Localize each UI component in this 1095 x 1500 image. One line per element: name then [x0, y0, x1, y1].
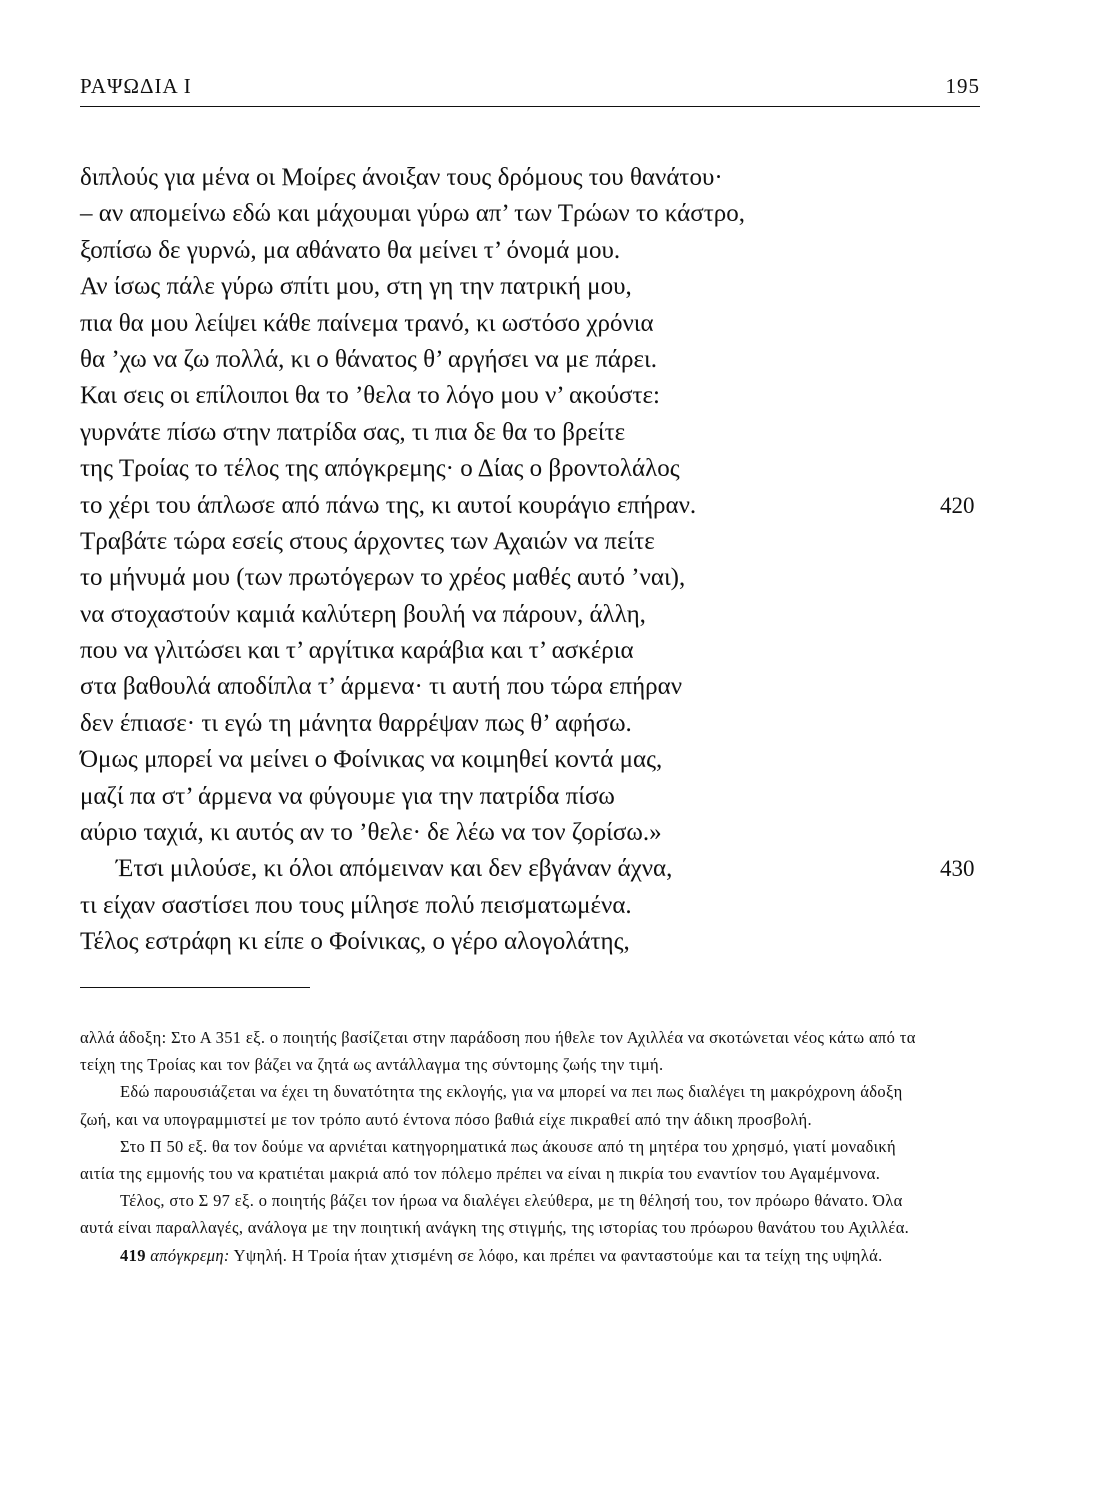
page-number: 195	[945, 74, 980, 98]
footnote-paragraph	[80, 1242, 925, 1269]
line-number: 430	[940, 856, 975, 882]
line-number: 420	[940, 492, 975, 518]
verse-line	[80, 196, 990, 232]
verse-line	[80, 524, 990, 560]
verse-text: Έτσι μιλούσε, κι όλοι απόμειναν και δεν εβγάναν άχνα,	[116, 855, 673, 883]
verse-line	[80, 924, 990, 960]
verse-line	[80, 269, 990, 305]
verse-text: αύριο ταχιά, κι αυτός αν το ’θελε· δε λέω να τον ζορίσω.»	[80, 819, 662, 847]
footnote-line-ref: 419	[120, 1245, 146, 1265]
footnote-paragraph: Τέλος, στο Σ 97 εξ. ο ποιητής βάζει τον ήρωα να διαλέγει ελεύθερα, με τη θέλησή του, τον πρόωρο θάνατο. Όλα αυτά είναι παραλλαγές, ανάλογα με την ποιητική ανάγκη της στιγμής, της ιστορίας του πρόωρου θανάτου του Αχιλλέα.	[80, 1191, 910, 1238]
verse-text: ξοπίσω δε γυρνώ, μα αθάνατο θα μείνει τ’ όνομά μου.	[80, 236, 621, 264]
poem-text	[80, 160, 990, 961]
footnote-paragraph: Εδώ παρουσιάζεται να έχει τη δυνατότητα της εκλογής, για να μπορεί να πει πως διαλέγει τη μακρόχρονη άδοξη ζωή, και να υπογραμμιστεί με τον τρόπο αυτό έντονα πόσο βαθιά είχε πικραθεί από την άδικη προσβολή.	[80, 1082, 903, 1129]
verse-text: το μήνυμά μου (των πρωτόγερων το χρέος μαθές αυτό ’ναι),	[80, 564, 686, 592]
verse-line	[80, 888, 990, 924]
verse-text: Τραβάτε τώρα εσείς στους άρχοντες των Αχαιών να πείτε	[80, 527, 655, 555]
verse-line	[80, 160, 990, 196]
verse-text: διπλούς για μένα οι Μοίρες άνοιξαν τους δρόμους του θανάτου·	[80, 164, 723, 191]
footnote-term: απόγκρεμη:	[150, 1245, 230, 1265]
verse-line	[80, 378, 990, 414]
verse-line	[80, 669, 990, 705]
verse-text: τι είχαν σαστίσει που τους μίλησε πολύ πεισματωμένα.	[80, 891, 632, 919]
verse-line	[80, 779, 990, 815]
verse-line	[80, 706, 990, 742]
verse-text: Αν ίσως πάλε γύρω σπίτι μου, στη γη την πατρική μου,	[80, 273, 632, 301]
footnotes	[80, 1024, 925, 1269]
verse-line	[80, 306, 990, 342]
chapter-title: ΡΑΨΩΔΙΑ Ι	[80, 74, 192, 98]
verse-line	[80, 597, 990, 633]
verse-text: δεν έπιασε· τι εγώ τη μάνητα θαρρέψαν πως θ’ αφήσω.	[80, 709, 632, 737]
running-header	[80, 74, 980, 104]
verse-line	[80, 342, 990, 378]
verse-text: Όμως μπορεί να μείνει ο Φοίνικας να κοιμηθεί κοντά μας,	[80, 746, 663, 774]
verse-text: της Τροίας το τέλος της απόγκρεμης· ο Δίας ο βροντολάλος	[80, 455, 680, 483]
verse-text: στα βαθουλά αποδίπλα τ’ άρμενα· τι αυτή που τώρα επήραν	[80, 673, 683, 701]
verse-text: πια θα μου λείψει κάθε παίνεμα τρανό, κι ωστόσο χρόνια	[80, 309, 654, 337]
verse-line	[80, 560, 990, 596]
verse-text: – αν απομείνω εδώ και μάχουμαι γύρω απ’ των Τρώων το κάστρο,	[80, 200, 745, 228]
verse-text: μαζί πα στ’ άρμενα να φύγουμε για την πατρίδα πίσω	[80, 782, 615, 810]
verse-text: Τέλος εστράφη κι είπε ο Φοίνικας, ο γέρο αλογολάτης,	[80, 928, 630, 956]
verse-line	[80, 451, 990, 487]
verse-text: να στοχαστούν καμιά καλύτερη βουλή να πάρουν, άλλη,	[80, 600, 646, 628]
verse-text: Και σεις οι επίλοιποι θα το ’θελα το λόγο μου ν’ ακούστε:	[80, 382, 660, 410]
verse-line	[80, 233, 990, 269]
verse-text: γυρνάτε πίσω στην πατρίδα σας, τι πια δε θα το βρείτε	[80, 418, 626, 446]
verse-line	[80, 815, 990, 851]
verse-line	[80, 742, 990, 778]
verse-text: θα ’χω να ζω πολλά, κι ο θάνατος θ’ αργήσει να με πάρει.	[80, 345, 657, 373]
footnote-paragraph: Στο Π 50 εξ. θα τον δούμε να αρνιέται κατηγορηματικά πως άκουσε από τη μητέρα του χρησμό, γιατί μοναδική αιτία της εμμονής του να κρατιέται μακριά από τον πόλεμο πρέπει να είναι η πικρία του εναντίον του Αγαμέμνονα.	[80, 1136, 897, 1184]
verse-text: το χέρι του άπλωσε από πάνω της, κι αυτοί κουράγιο επήραν.	[80, 491, 697, 519]
verse-text: που να γλιτώσει και τ’ αργίτικα καράβια και τ’ ασκέρια	[80, 637, 634, 665]
verse-line	[80, 851, 990, 887]
verse-line	[80, 415, 990, 451]
verse-line	[80, 633, 990, 669]
verse-line	[80, 488, 990, 524]
header-rule	[80, 106, 980, 107]
footnote-paragraph: αλλά άδοξη: Στο Α 351 εξ. ο ποιητής βασίζεται στην παράδοση που ήθελε τον Αχιλλέα να σκοτώνεται νέος κάτω από τα τείχη της Τροίας και τον βάζει να ζητά ως αντάλλαγμα της σύντομης ζωής την τιμή.	[80, 1028, 916, 1075]
footnote-rule	[80, 987, 310, 988]
footnote-text: Υψηλή. Η Τροία ήταν χτισμένη σε λόφο, και πρέπει να φανταστούμε και τα τείχη της υψηλά.	[229, 1245, 883, 1265]
